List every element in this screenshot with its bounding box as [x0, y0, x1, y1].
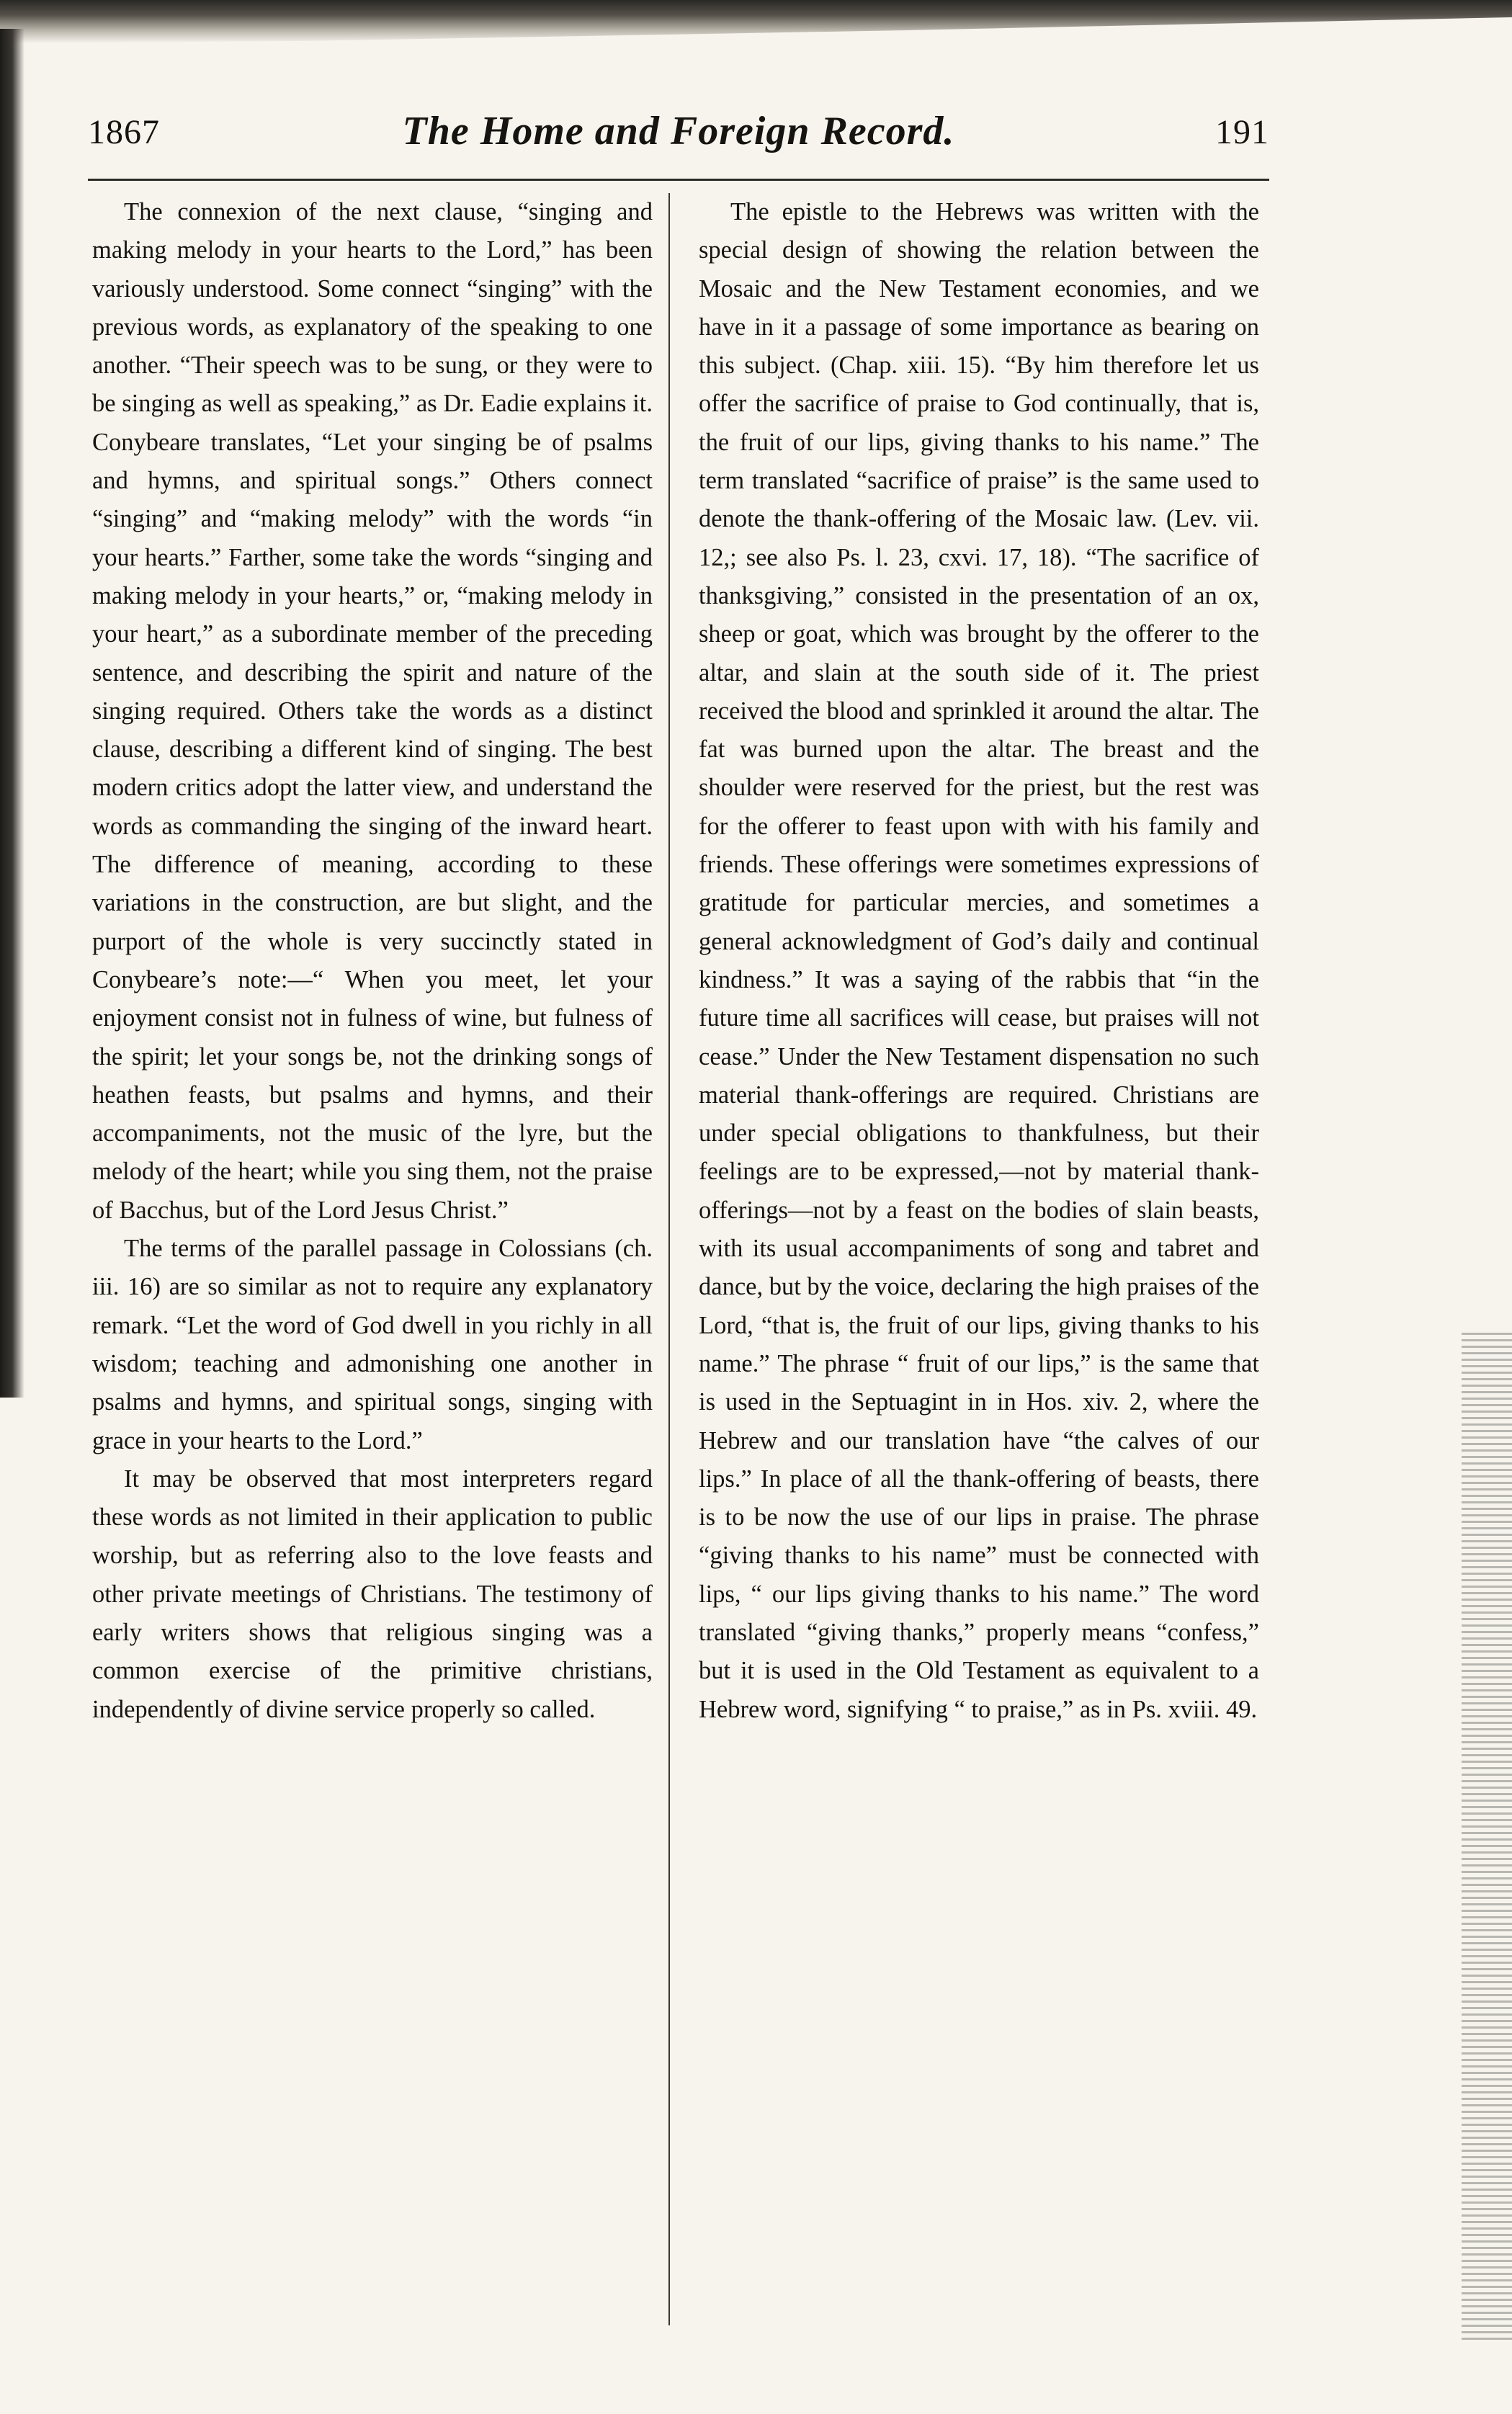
scan-edge-right	[1462, 1333, 1512, 2341]
scan-edge-top	[0, 0, 1512, 43]
header-rule	[88, 179, 1269, 181]
paragraph: The epistle to the Hebrews was written with the special design of showing the relation between the Mosaic and the New Testament economies, and we have in it a passage of some importance as bearing on this subject. (Chap. xiii. 15). “By him therefore let us offer the sacrifice of praise to God continually, that is, the fruit of our lips, giving thanks to his name.” The term translated “sacrifice of praise” is the same used to denote the thank-offering of the Mosaic law. (Lev. vii. 12,; see also Ps. l. 23, cxvi. 17, 18). “The sacrifice of thanksgiving,” consisted in the presentation of an ox, sheep or goat, which was brought by the offerer to the altar, and slain at the south side of it. The priest received the blood and sprinkled it around the altar. The fat was burned upon the altar. The breast and the shoulder were reserved for the priest, but the rest was for the offerer to feast upon with with his family and friends. These offerings were sometimes expressions of gratitude for particular mercies, and sometimes a general acknowledgment of God’s daily and continual kindness.” It was a saying of the rabbis that “in the future time all sacrifices will cease, but praises will not cease.” Under the New Testament dispensation no such material thank-offerings are required. Christians are under special obligations to thankfulness, but their feelings are to be expressed,—not by material thank-offerings—not by a feast on the bodies of slain beasts, with its usual accompaniments of song and tabret and dance, but by the voice, declaring the high praises of the Lord, “that is, the fruit of our lips, giving thanks to his name.” The phrase “ fruit of our lips,” is the same that is used in the Septuagint in in Hos. xiv. 2, where the Hebrew and our translation have “the calves of our lips.” In place of all the thank-offering of beasts, there is to be now the use of our lips in praise. The phrase “giving thanks to his name” must be connected with lips, “ our lips giving thanks to his name.” The word translated “giving thanks,” properly means “confess,” but it is used in the Old Testament as equivalent to a Hebrew word, signifying “ to praise,” as in Ps. xviii. 49.	[699, 198, 1259, 1723]
header-year: 1867	[88, 113, 160, 151]
scan-edge-left	[0, 29, 24, 1398]
running-header	[88, 108, 1269, 173]
paragraph: It may be observed that most interpreters regard these words as not limited in their application to public worship, but as referring also to the love feasts and other private meetings of Christians. The testimony of early writers shows that religious singing was a common exercise of the primitive christians, independently of divine service properly so called.	[92, 1465, 653, 1723]
column-divider	[668, 193, 670, 2325]
left-column	[92, 193, 653, 1729]
paragraph: The connexion of the next clause, “singing and making melody in your hearts to the Lord,” has been variously understood. Some connect “singing” with the previous words, as explanatory of the speaking to one another. “Their speech was to be sung, or they were to be singing as well as speaking,” as Dr. Eadie explains it. Conybeare translates, “Let your singing be of psalms and hymns, and spiritual songs.” Others connect “singing” and “making melody” with the words “in your hearts.” Farther, some take the words “singing and making melody in your hearts,” or, “making melody in your heart,” as a subordinate member of the preceding sentence, and describing the spirit and nature of the singing required. Others take the words as a distinct clause, describing a different kind of singing. The best modern critics adopt the latter view, and understand the words as commanding the singing of the inward heart. The difference of meaning, according to these variations in the construction, are but slight, and the purport of the whole is very succinctly stated in Conybeare’s note:—“ When you meet, let your enjoyment consist not in fulness of wine, but fulness of the spirit; let your songs be, not the drinking songs of heathen feasts, but psalms and hymns, and their accompaniments, not the music of the lyre, but the melody of the heart; while you sing them, not the praise of Bacchus, but of the Lord Jesus Christ.”	[92, 198, 653, 1224]
paragraph: The terms of the parallel passage in Colossians (ch. iii. 16) are so similar as not to require any explanatory remark. “Let the word of God dwell in you richly in all wisdom; teaching and admonishing one another in psalms and hymns, and spiritual songs, singing with grace in your hearts to the Lord.”	[92, 1235, 653, 1454]
header-page-number: 191	[1215, 113, 1269, 151]
right-column	[699, 193, 1259, 1729]
header-title: The Home and Foreign Record.	[402, 109, 955, 153]
